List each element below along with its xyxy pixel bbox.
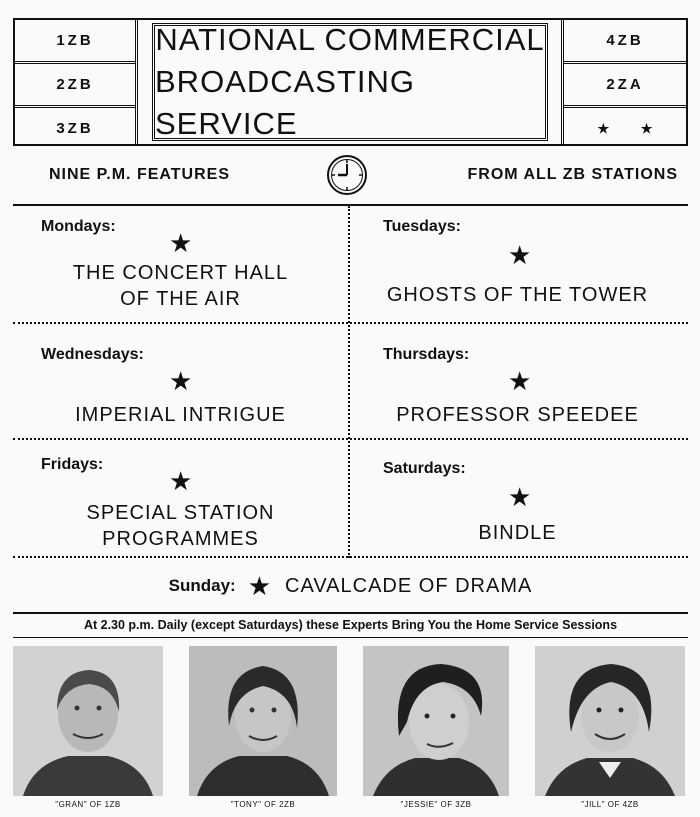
day-label: Saturdays: <box>383 460 466 477</box>
day-label: Mondays: <box>41 218 116 235</box>
schedule-grid <box>13 206 688 558</box>
program-title <box>13 500 348 552</box>
portrait-jill <box>535 646 685 796</box>
nine-pm-heading: NINE P.M. FEATURES <box>49 166 230 183</box>
program-line: THE CONCERT HALL <box>72 262 289 284</box>
experts-photos <box>13 646 688 809</box>
nine-pm-row <box>13 150 688 206</box>
portrait-gran <box>13 646 163 796</box>
day-label: Wednesdays: <box>41 346 144 363</box>
header-panel <box>13 18 688 146</box>
schedule-cell-wednesdays <box>13 324 348 438</box>
program-title <box>350 402 685 428</box>
station-4zb: 4ZB <box>606 32 644 49</box>
program-title <box>13 402 348 428</box>
star-icon: ★ <box>508 366 532 396</box>
decorative-stars: ★ ★ <box>564 105 686 149</box>
program-line: SPECIAL STATION <box>86 502 275 524</box>
station-1zb: 1ZB <box>56 32 94 49</box>
day-label: Thursdays: <box>383 346 470 363</box>
star-icon: ★ <box>169 466 193 496</box>
program-title <box>350 282 685 308</box>
program-line: PROGRAMMES <box>102 528 259 550</box>
star-icon: ★ <box>169 366 193 396</box>
sunday-label: Sunday: <box>168 576 236 595</box>
stations-left <box>15 20 138 144</box>
portrait-tony <box>189 646 337 796</box>
program-line: OF THE AIR <box>120 288 241 310</box>
star-icon: ★ <box>508 482 532 512</box>
schedule-cell-fridays <box>13 440 348 558</box>
sunday-row <box>13 560 688 614</box>
caption-jessie: "JESSIE" OF 3ZB <box>400 800 472 809</box>
caption-jill: "JILL" OF 4ZB <box>581 800 639 809</box>
program-line: GHOSTS OF THE TOWER <box>386 284 649 306</box>
title-box <box>152 23 548 141</box>
all-zb-stations-heading: FROM ALL ZB STATIONS <box>467 166 678 183</box>
program-line: BINDLE <box>478 522 557 544</box>
program-title <box>13 260 348 312</box>
day-label: Tuesdays: <box>383 218 461 235</box>
sunday-program: CAVALCADE OF DRAMA <box>285 574 533 597</box>
station-2za: 2ZA <box>564 61 686 105</box>
star-icon: ★ <box>508 240 532 270</box>
portrait-gran-image <box>13 646 163 796</box>
experts-caption: At 2.30 p.m. Daily (except Saturdays) these Experts Bring You the Home Service Sessions <box>13 613 688 638</box>
title-line-1: NATIONAL COMMERCIAL <box>155 22 545 57</box>
stations-right <box>561 20 686 144</box>
portrait-jessie-image <box>363 646 509 796</box>
schedule-cell-thursdays <box>350 324 685 438</box>
day-label: Fridays: <box>41 456 104 473</box>
star-icon: ★ <box>169 228 193 258</box>
station-3zb: 3ZB <box>15 105 135 149</box>
grid-divider-bottom <box>13 556 688 558</box>
program-title <box>350 520 685 546</box>
schedule-cell-tuesdays <box>350 206 685 322</box>
schedule-cell-saturdays <box>350 440 685 558</box>
star-icon: ★ <box>247 570 272 601</box>
portrait-jill-image <box>535 646 685 796</box>
caption-gran: "GRAN" OF 1ZB <box>55 800 121 809</box>
program-line: PROFESSOR SPEEDEE <box>396 404 639 426</box>
program-line: IMPERIAL INTRIGUE <box>75 404 286 426</box>
portrait-tony-image <box>189 646 337 796</box>
title-line-2: BROADCASTING SERVICE <box>155 64 416 141</box>
caption-tony: "TONY" OF 2ZB <box>230 800 296 809</box>
station-2zb: 2ZB <box>15 61 135 105</box>
clock-icon <box>325 153 369 197</box>
schedule-cell-mondays <box>13 206 348 322</box>
portrait-jessie <box>363 646 509 796</box>
